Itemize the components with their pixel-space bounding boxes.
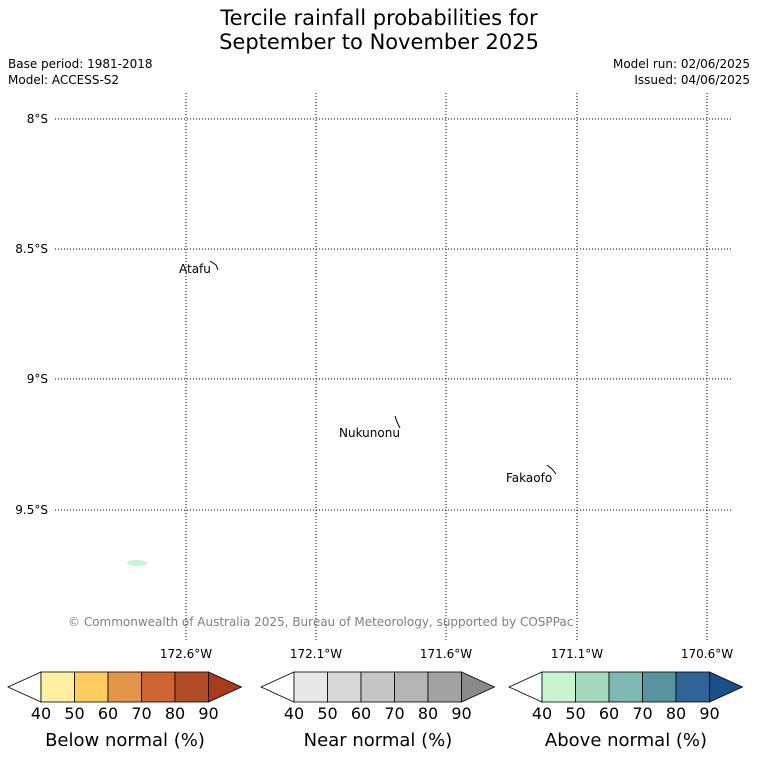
colorbar-extend-low <box>8 672 41 702</box>
colorbar-bin <box>676 672 710 702</box>
lat-label-9: 9°S <box>26 372 48 386</box>
model-name: Model: ACCESS-S2 <box>8 73 120 87</box>
place-label-atafu: Atafu <box>179 262 211 276</box>
colorbar-tick-label: 60 <box>350 704 372 723</box>
colorbar-bin <box>328 672 362 702</box>
colorbar-tick-label: 70 <box>384 704 405 723</box>
colorbar-tick-label: 50 <box>565 704 586 723</box>
colorbar-tick-label: 80 <box>417 704 439 723</box>
colorbar-bin <box>142 672 176 702</box>
colorbar-tick-label: 40 <box>283 704 305 723</box>
lat-label-8-5: 8.5°S <box>15 242 48 256</box>
colorbar-bin <box>175 672 209 702</box>
place-label-nukunonu: Nukunonu <box>339 426 400 440</box>
colorbar-tick-label: 70 <box>632 704 653 723</box>
colorbar-bin <box>542 672 576 702</box>
map-title-line2: September to November 2025 <box>219 30 539 54</box>
place-label-fakaofo: Fakaofo <box>506 471 553 485</box>
graticule <box>55 93 733 640</box>
colorbar-bin <box>361 672 395 702</box>
colorbar-bin <box>609 672 643 702</box>
colorbar-tick-label: 40 <box>531 704 553 723</box>
colorbar-bin <box>108 672 142 702</box>
colorbar-label-below: Below normal (%) <box>45 730 205 751</box>
atafu-atoll <box>210 261 218 270</box>
lon-label-172-1: 172.1°W <box>289 647 343 661</box>
colorbar-tick-label: 90 <box>198 704 219 723</box>
model-run: Model run: 02/06/2025 <box>612 57 750 71</box>
colorbar-above-normal <box>509 672 743 702</box>
copyright-notice: © Commonwealth of Australia 2025, Bureau of Meteorology, supported by COSPPac <box>68 615 574 629</box>
colorbar-bin <box>395 672 429 702</box>
issued-date: Issued: 04/06/2025 <box>634 73 750 87</box>
colorbar-tick-label: 90 <box>699 704 720 723</box>
colorbar-extend-high <box>209 672 242 702</box>
colorbar-bin <box>75 672 109 702</box>
colorbar-bin <box>576 672 610 702</box>
colorbar-tick-label: 50 <box>317 704 338 723</box>
colorbar-bin <box>41 672 75 702</box>
colorbar-label-above: Above normal (%) <box>544 730 708 751</box>
colorbar-extend-low <box>509 672 542 702</box>
colorbar-label-near: Near normal (%) <box>303 730 453 751</box>
colorbar-tick-label: 40 <box>30 704 52 723</box>
lon-label-170-6: 170.6°W <box>680 647 734 661</box>
colorbar-tick-label: 80 <box>665 704 687 723</box>
colorbar-tick-label: 80 <box>164 704 186 723</box>
colorbar-extend-low <box>261 672 294 702</box>
colorbar-tick-label: 50 <box>64 704 85 723</box>
colorbar-bin <box>428 672 462 702</box>
colorbar-tick-label: 90 <box>451 704 472 723</box>
lon-label-171-1: 171.1°W <box>550 647 604 661</box>
colorbar-bin <box>294 672 328 702</box>
lon-label-171-6: 171.6°W <box>419 647 473 661</box>
base-period: Base period: 1981-2018 <box>8 57 153 71</box>
colorbar-tick-label: 60 <box>97 704 119 723</box>
lat-label-8: 8°S <box>26 112 48 126</box>
lat-label-9-5: 9.5°S <box>15 503 48 517</box>
colorbar-extend-high <box>710 672 743 702</box>
colorbar-bin <box>643 672 677 702</box>
colorbar-tick-label: 60 <box>598 704 620 723</box>
colorbar-below-normal <box>8 672 242 702</box>
colorbar-extend-high <box>462 672 495 702</box>
lon-label-172-6: 172.6°W <box>159 647 213 661</box>
above-normal-patch <box>127 560 147 566</box>
map-title-line1: Tercile rainfall probabilities for <box>220 6 538 30</box>
colorbar-near-normal <box>261 672 495 702</box>
colorbar-tick-label: 70 <box>131 704 152 723</box>
